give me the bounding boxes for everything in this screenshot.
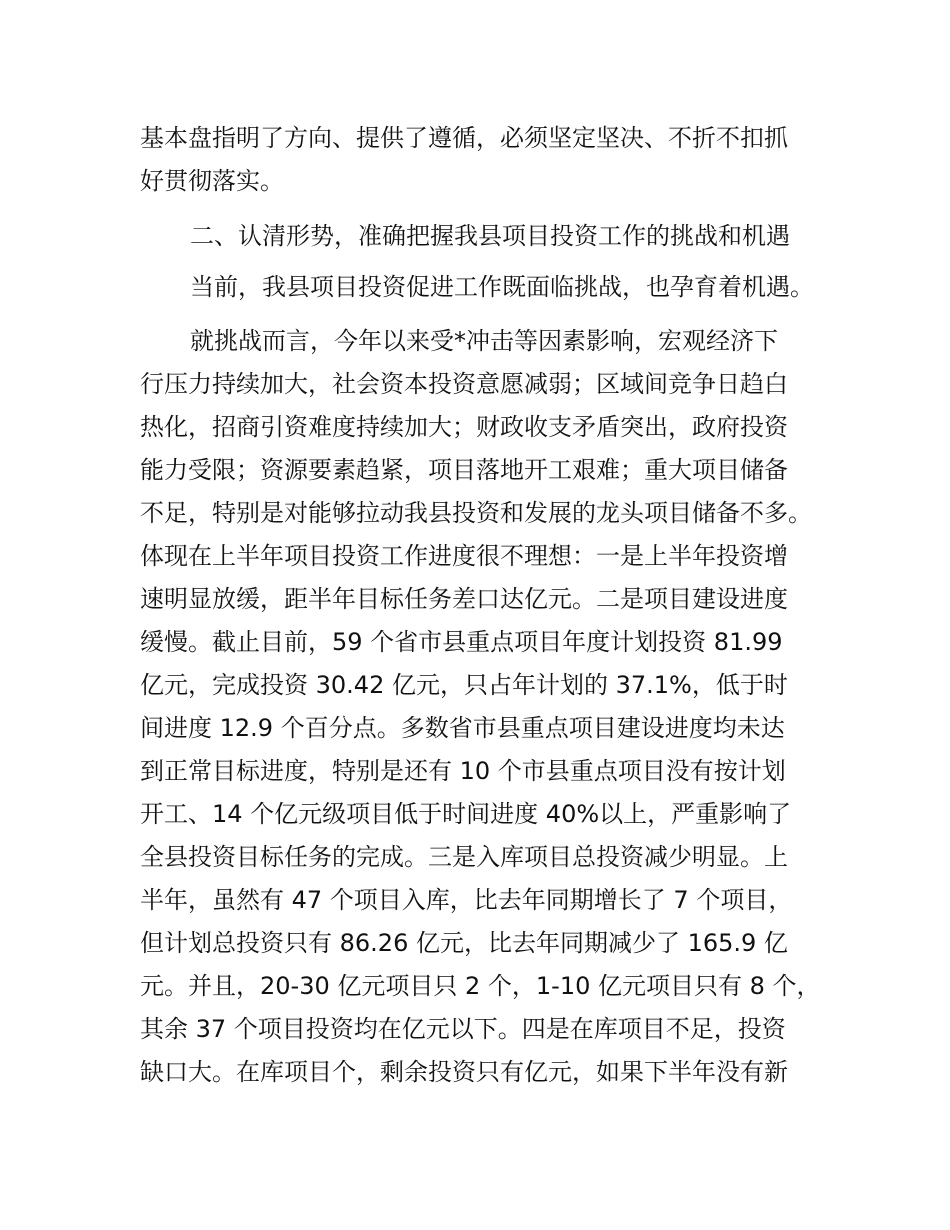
text-line: 间进度 12.9 个百分点。多数省市县重点项目建设进度均未达 <box>140 714 785 742</box>
text-line: 元。并且，20-30 亿元项目只 2 个，1-10 亿元项目只有 8 个， <box>140 972 821 1000</box>
text-line: 但计划总投资只有 86.26 亿元，比去年同期减少了 165.9 亿 <box>140 929 788 957</box>
text-line: 半年，虽然有 47 个项目入库，比去年同期增长了 7 个项目， <box>140 886 793 914</box>
text-line: 行压力持续加大，社会资本投资意愿减弱；区域间竞争日趋白 <box>140 370 788 398</box>
text-line: 好贯彻落实。 <box>140 167 284 195</box>
text-line: 不足，特别是对能够拉动我县投资和发展的龙头项目储备不多。 <box>140 499 812 527</box>
text-line: 亿元，完成投资 30.42 亿元，只占年计划的 37.1%，低于时 <box>140 671 788 699</box>
text-line: 就挑战而言，今年以来受*冲击等因素影响，宏观经济下 <box>190 327 778 355</box>
text-line: 热化，招商引资难度持续加大；财政收支矛盾突出，政府投资 <box>140 413 788 441</box>
text-line: 到正常目标进度，特别是还有 10 个市县重点项目没有按计划 <box>140 757 786 785</box>
text-line: 能力受限；资源要素趋紧，项目落地开工艰难；重大项目储备 <box>140 456 788 484</box>
text-line: 当前，我县项目投资促进工作既面临挑战，也孕育着机遇。 <box>190 273 814 301</box>
text-line: 缓慢。截止目前，59 个省市县重点项目年度计划投资 81.99 <box>140 628 783 656</box>
text-line: 全县投资目标任务的完成。三是入库项目总投资减少明显。上 <box>140 843 788 871</box>
section-heading: 二、认清形势，准确把握我县项目投资工作的挑战和机遇 <box>190 222 790 250</box>
text-line: 基本盘指明了方向、提供了遵循，必须坚定坚决、不折不扣抓 <box>140 124 788 152</box>
text-line: 开工、14 个亿元级项目低于时间进度 40%以上，严重影响了 <box>140 800 792 828</box>
text-line: 其余 37 个项目投资均在亿元以下。四是在库项目不足，投资 <box>140 1015 786 1043</box>
text-line: 缺口大。在库项目个，剩余投资只有亿元，如果下半年没有新 <box>140 1058 788 1086</box>
text-line: 速明显放缓，距半年目标任务差口达亿元。二是项目建设进度 <box>140 585 788 613</box>
text-line: 体现在上半年项目投资工作进度很不理想：一是上半年投资增 <box>140 542 788 570</box>
